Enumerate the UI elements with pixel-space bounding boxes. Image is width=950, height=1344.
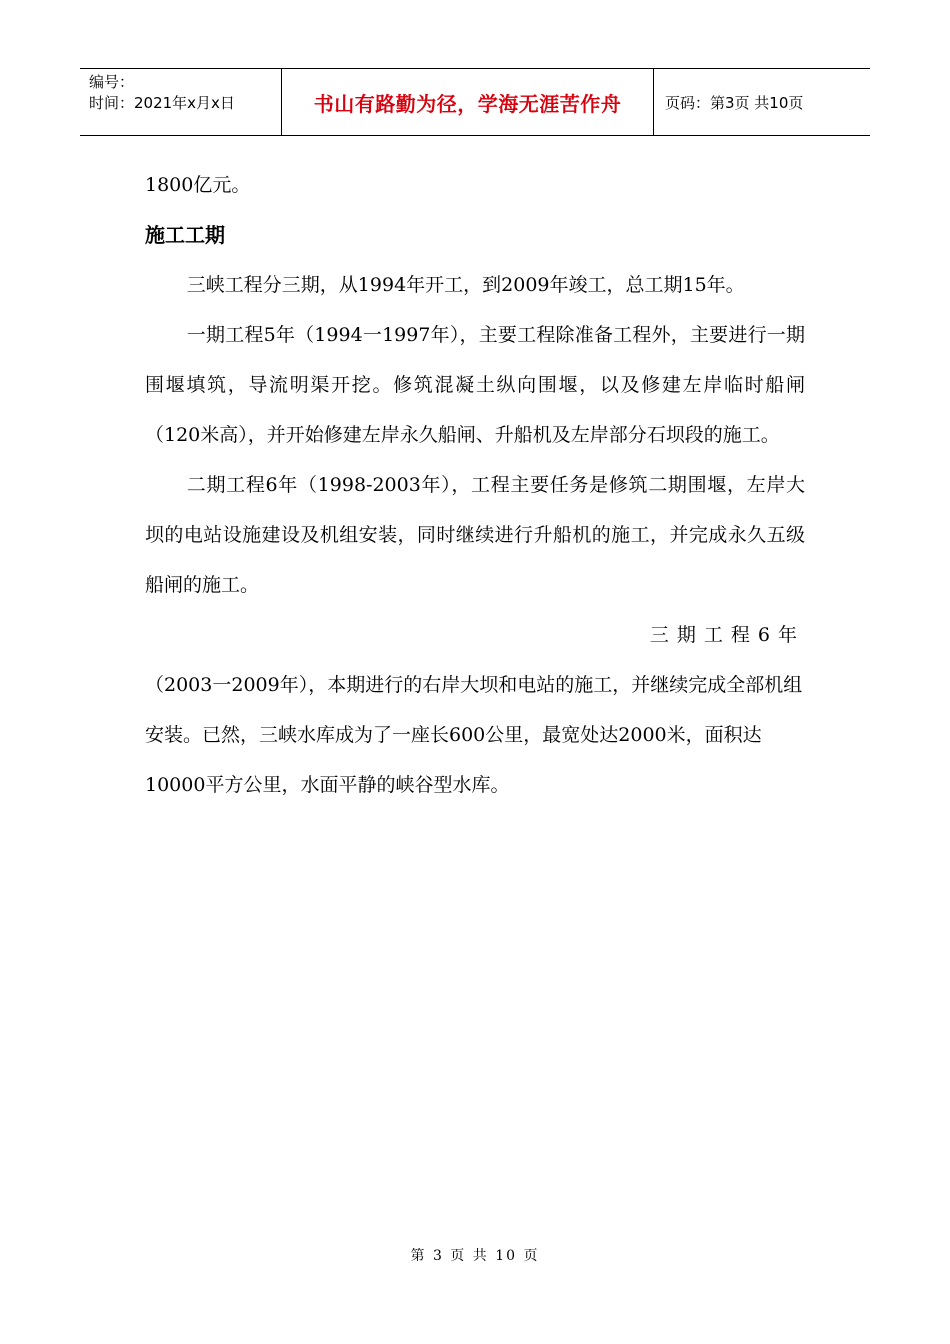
paragraph-phase-three-head: 三期工程6年 [649, 624, 805, 646]
paragraph-phase-two: 二期工程6年（1998-2003年），工程主要任务是修筑二期围堰，左岸大坝的电站设施建设及机组安装，同时继续进行升船机的施工，并完成永久五级船闸的施工。 [145, 474, 805, 596]
paragraph-overview: 三峡工程分三期，从1994年开工，到2009年竣工，总工期15年。 [186, 274, 745, 296]
page-footer: 第 3 页 共 10 页 [410, 1248, 540, 1264]
header-page-info: 页码：第3页 共10页 [665, 93, 804, 112]
header-meta-cell [80, 69, 282, 135]
paragraph-phase-three-body: （2003一2009年），本期进行的右岸大坝和电站的施工，并继续完成全部机组安装。已然，三峡水库成为了一座长600公里，最宽处达2000米，面积达10000平方公里，水面平静的峡谷型水库。 [145, 674, 803, 796]
page-header [80, 68, 870, 136]
paragraph-phase-one: 一期工程5年（1994一1997年），主要工程除准备工程外，主要进行一期围堰填筑，导流明渠开挖。修筑混凝土纵向围堰，以及修建左岸临时船闸（120米高），并开始修建左岸永久船闸、升船机及左岸部分石坝段的施工。 [145, 324, 805, 446]
document-body [145, 160, 805, 810]
document-time-label: 时间：2021年x月x日 [89, 94, 235, 112]
document-number-label: 编号： [89, 73, 135, 91]
header-motto: 书山有路勤为径，学海无涯苦作舟 [282, 69, 654, 135]
body-line-cost: 1800亿元。 [145, 174, 251, 196]
section-heading: 施工工期 [145, 223, 225, 247]
